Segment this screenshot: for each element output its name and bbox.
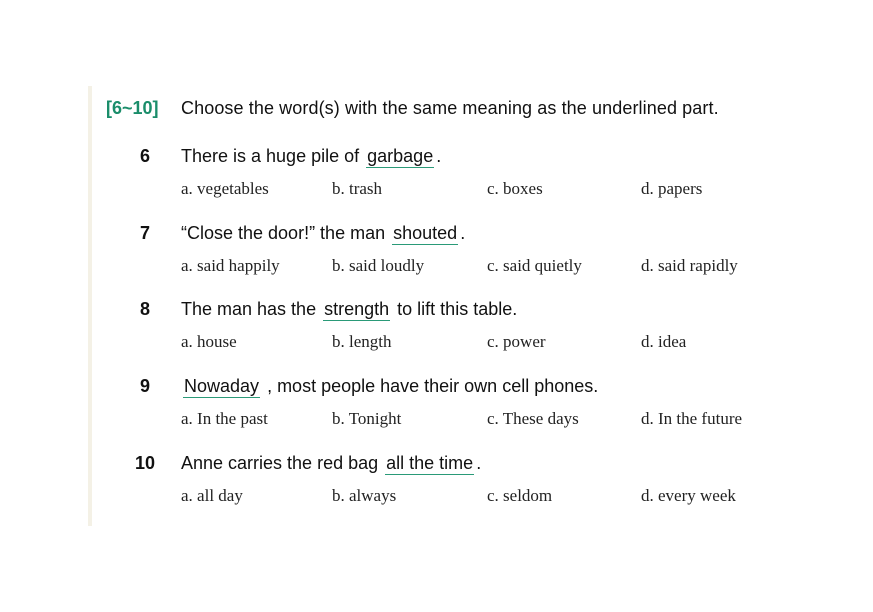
- question-text-before: Anne carries the red bag: [181, 453, 379, 473]
- option-a[interactable]: a. said happily: [181, 256, 280, 275]
- question-text-before: “Close the door!” the man: [181, 223, 386, 243]
- underlined-part: shouted: [393, 223, 458, 243]
- question-number: 10: [134, 453, 156, 473]
- option-d[interactable]: d. every week: [641, 486, 736, 505]
- option-a[interactable]: a. house: [181, 332, 237, 351]
- answer-options: [181, 177, 821, 201]
- question-9: [130, 374, 810, 438]
- question-number: 6: [139, 146, 150, 166]
- answer-options: [181, 330, 821, 354]
- option-a[interactable]: a. vegetables: [181, 179, 269, 198]
- option-b[interactable]: b. Tonight: [332, 409, 402, 428]
- option-b[interactable]: b. said loudly: [332, 256, 425, 275]
- question-8: [130, 297, 810, 361]
- option-a[interactable]: a. all day: [181, 486, 243, 505]
- question-text-after: .: [436, 146, 442, 166]
- question-text-after: .: [476, 453, 482, 473]
- option-d[interactable]: d. said rapidly: [641, 256, 738, 275]
- answer-options: [181, 484, 821, 508]
- underlined-part: strength: [324, 299, 390, 319]
- answer-options: [181, 254, 821, 278]
- instruction-text: Choose the word(s) with the same meaning as the underlined part.: [181, 97, 719, 118]
- option-c[interactable]: c. boxes: [487, 179, 543, 198]
- option-b[interactable]: b. length: [332, 332, 392, 351]
- question-text-after: , most people have their own cell phones.: [267, 376, 599, 396]
- option-d[interactable]: d. papers: [641, 179, 703, 198]
- question-text: [181, 221, 465, 245]
- question-6: [130, 144, 810, 208]
- option-d[interactable]: d. idea: [641, 332, 687, 351]
- question-10: [130, 451, 810, 515]
- underlined-part: garbage: [367, 146, 434, 166]
- option-d[interactable]: d. In the future: [641, 409, 743, 428]
- question-number: 8: [139, 299, 150, 319]
- option-b[interactable]: b. trash: [332, 179, 383, 198]
- option-c[interactable]: c. power: [487, 332, 546, 351]
- underlined-part: Nowaday: [184, 376, 260, 396]
- option-c[interactable]: c. seldom: [487, 486, 553, 505]
- question-text-after: to lift this table.: [397, 299, 518, 319]
- question-7: [130, 221, 810, 285]
- option-a[interactable]: a. In the past: [181, 409, 268, 428]
- question-number: 9: [139, 376, 150, 396]
- question-text: [181, 297, 517, 321]
- question-text-before: There is a huge pile of: [181, 146, 360, 166]
- section-heading: [106, 96, 719, 120]
- option-c[interactable]: c. These days: [487, 409, 579, 428]
- question-text-before: The man has the: [181, 299, 317, 319]
- option-c[interactable]: c. said quietly: [487, 256, 582, 275]
- underlined-part: all the time: [386, 453, 474, 473]
- question-text-after: .: [460, 223, 466, 243]
- question-range: [6~10]: [106, 97, 159, 118]
- question-text: [181, 374, 598, 398]
- option-b[interactable]: b. always: [332, 486, 397, 505]
- question-number: 7: [139, 223, 150, 243]
- question-text: [181, 451, 481, 475]
- question-text: [181, 144, 441, 168]
- answer-options: [181, 407, 821, 431]
